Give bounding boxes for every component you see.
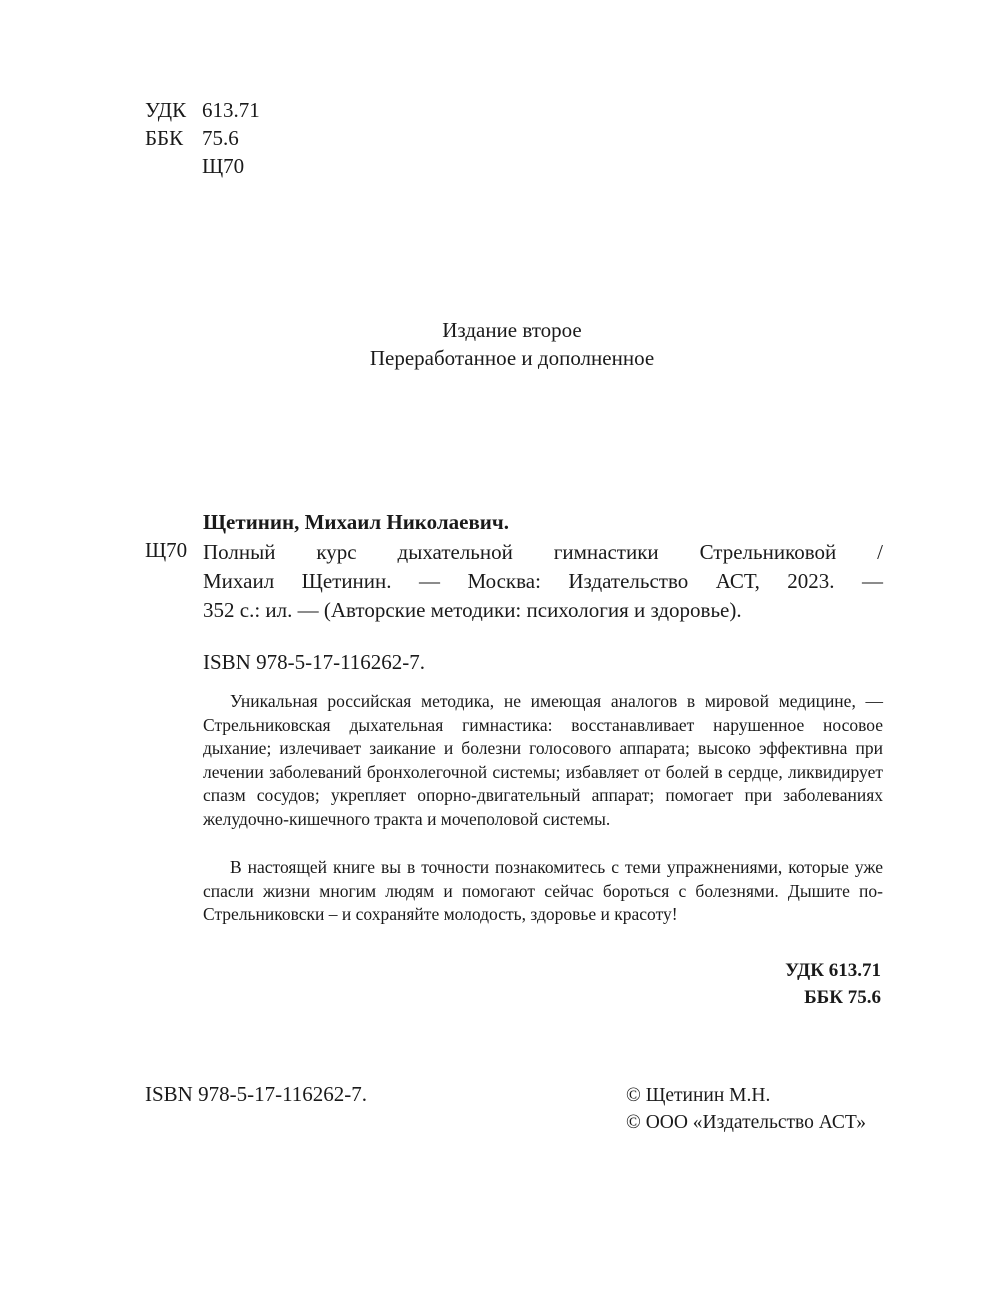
bbk-value: 75.6 <box>202 126 239 150</box>
bbk-right: ББК 75.6 <box>804 987 881 1008</box>
bib-description <box>203 538 883 625</box>
udk-right: УДК 613.71 <box>785 960 881 981</box>
copyright-author: © Щетинин М.Н. <box>626 1085 771 1106</box>
bbk-row <box>145 124 239 152</box>
codes-right <box>785 957 881 1011</box>
edition-line-2: Переработанное и дополненное <box>369 346 655 370</box>
copyright-publisher: © ООО «Издательство АСТ» <box>626 1112 867 1133</box>
udk-label: УДК <box>145 98 187 122</box>
bib-line-3: 352 с.: ил. — (Авторские методики: психология и здоровье). <box>203 598 742 622</box>
annotation-paragraph-2: В настоящей книге вы в точности познакомитесь с теми упражнениями, которые уже спасли жизни многим людям и помогают сейчас бороться с болезнями. Дышите по-Стрельниковски – и сохраняйте молодость, здоровье и красоту! <box>203 857 883 925</box>
udk-row <box>145 96 260 124</box>
edition-line-1: Издание второе <box>442 318 582 342</box>
isbn-footer: ISBN 978-5-17-116262-7. <box>145 1082 368 1106</box>
bib-code: Щ70 <box>145 538 188 562</box>
isbn-main: ISBN 978-5-17-116262-7. <box>203 650 426 674</box>
bib-line-1: Полный курс дыхательной гимнастики Стрельниковой / <box>203 540 883 564</box>
annotation <box>203 690 883 832</box>
annotation-paragraph-1: Уникальная российская методика, не имеющая аналогов в мировой медицине, — Стрельниковская дыхательная гимнастика: восстанавливает нарушенное носовое дыхание; излечивает заикание и болезни голосового аппарата; высоко эффективна при лечении заболеваний бронхолегочной системы; избавляет от болей в сердце, ликвидирует спазм сосудов; укрепляет опорно-двигательный аппарат; помогает при заболеваниях желудочно-кишечного тракта и мочеполовой системы. <box>203 691 883 829</box>
bib-line-2: Михаил Щетинин. — Москва: Издательство АСТ, 2023. — <box>203 569 883 593</box>
bbk-label: ББК <box>145 126 184 150</box>
udk-value: 613.71 <box>202 98 260 122</box>
copyright-block <box>626 1082 866 1136</box>
author-heading: Щетинин, Михаил Николаевич. <box>203 510 509 534</box>
annotation-2 <box>203 856 883 927</box>
author-sign: Щ70 <box>202 154 245 178</box>
